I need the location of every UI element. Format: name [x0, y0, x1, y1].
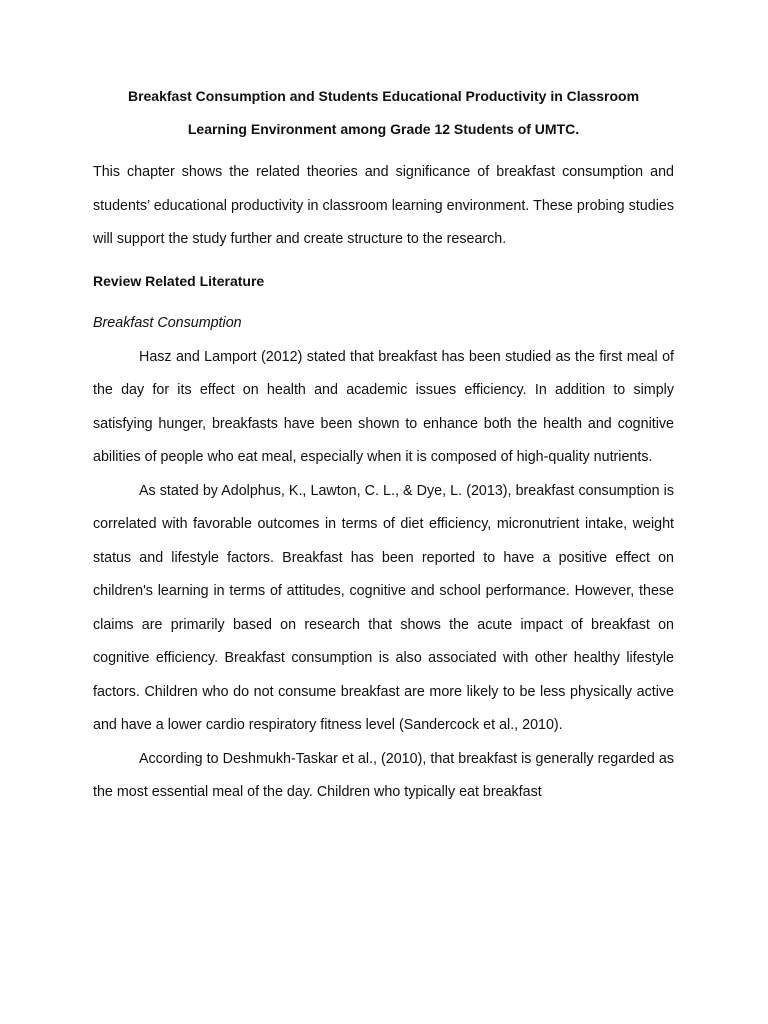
section-heading: Review Related Literature [93, 272, 265, 289]
paragraph-adolphus: As stated by Adolphus, K., Lawton, C. L., & Dye, L. (2013), breakfast consumption is correlated with favorable outcomes in terms of diet efficiency, micronutrient intake, weight status and lifestyle factors. Breakfast has been reported to have a positive effect on children's learning in terms of attitudes, cognitive and school performance. However, these claims are primarily based on research that shows the acute impact of breakfast on cognitive efficiency. Breakfast consumption is also associated with other healthy lifestyle factors. Children who do not consume breakfast are more likely to be less physically active and have a lower cardio respiratory fitness level (Sandercock et al., 2010). [93, 482, 674, 733]
paragraph-hasz-lamport: Hasz and Lamport (2012) stated that breakfast has been studied as the first meal of the day for its effect on health and academic issues efficiency. In addition to simply satisfying hunger, breakfasts have been shown to enhance both the health and cognitive abilities of people who eat meal, especially when it is composed of high-quality nutrients. [93, 348, 674, 465]
paragraph-deshmukh-taskar: According to Deshmukh-Taskar et al., (2010), that breakfast is generally regarded as the most essential meal of the day. Children who typically eat breakfast [93, 750, 674, 800]
subsection-heading: Breakfast Consumption [93, 315, 242, 331]
document-title-line-2: Learning Environment among Grade 12 Students of UMTC. [187, 121, 580, 137]
document-page [93, 82, 674, 810]
intro-paragraph: This chapter shows the related theories and significance of breakfast consumption and students’ educational productivity in classroom learning environment. These probing studies will support the study further and create structure to the research. [93, 164, 674, 247]
document-title-line-1: Breakfast Consumption and Students Educational Productivity in Classroom [127, 88, 640, 104]
